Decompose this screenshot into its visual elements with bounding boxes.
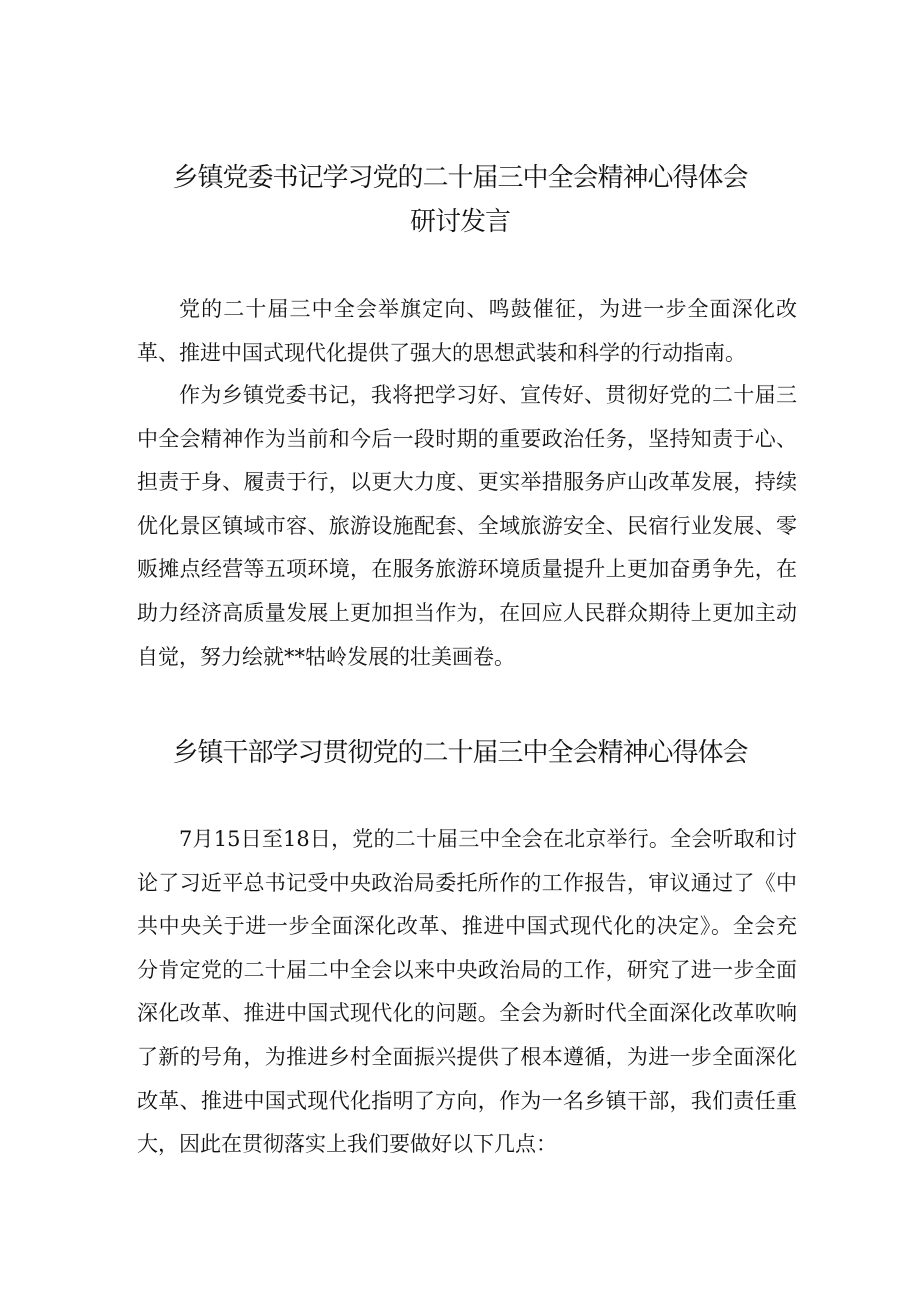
section1-title-line1: 乡镇党委书记学习党的二十届三中全会精神心得体会 (172, 163, 748, 193)
section2-paragraph-1: 7月15日至18日，党的二十届三中全会在北京举行。全会听取和讨论了习近平总书记受中央政治局委托所作的工作报告，审议通过了《中共中央关于进一步全面深化改革、推进中国式现代化的决定》。全会充分肯定党的二十届二中全会以来中央政治局的工作，研究了进一步全面深化改革、推进中国式现代化的问题。全会为新时代全面深化改革吹响了新的号角，为推进乡村全面振兴提供了根本遵循，为进一步全面深化改革、推进中国式现代化指明了方向，作为一名乡镇干部，我们责任重大，因此在贯彻落实上我们要做好以下几点： (137, 827, 797, 1157)
section1-paragraph-1: 党的二十届三中全会举旗定向、鸣鼓催征，为进一步全面深化改革、推进中国式现代化提供了强大的思想武装和科学的行动指南。 (137, 297, 797, 365)
section2-title: 乡镇干部学习贯彻党的二十届三中全会精神心得体会 (172, 738, 748, 768)
section1-title-line2: 研讨发言 (409, 207, 510, 237)
section1-paragraph-2: 作为乡镇党委书记，我将把学习好、宣传好、贯彻好党的二十届三中全会精神作为当前和今后一段时期的重要政治任务，坚持知责于心、担责于身、履责于行，以更大力度、更实举措服务庐山改革发展，持续优化景区镇域市容、旅游设施配套、全域旅游安全、民宿行业发展、零贩摊点经营等五项环境，在服务旅游环境质量提升上更加奋勇争先，在助力经济高质量发展上更加担当作为，在回应人民群众期待上更加主动自觉，努力绘就**牯岭发展的壮美画卷。 (137, 383, 797, 669)
